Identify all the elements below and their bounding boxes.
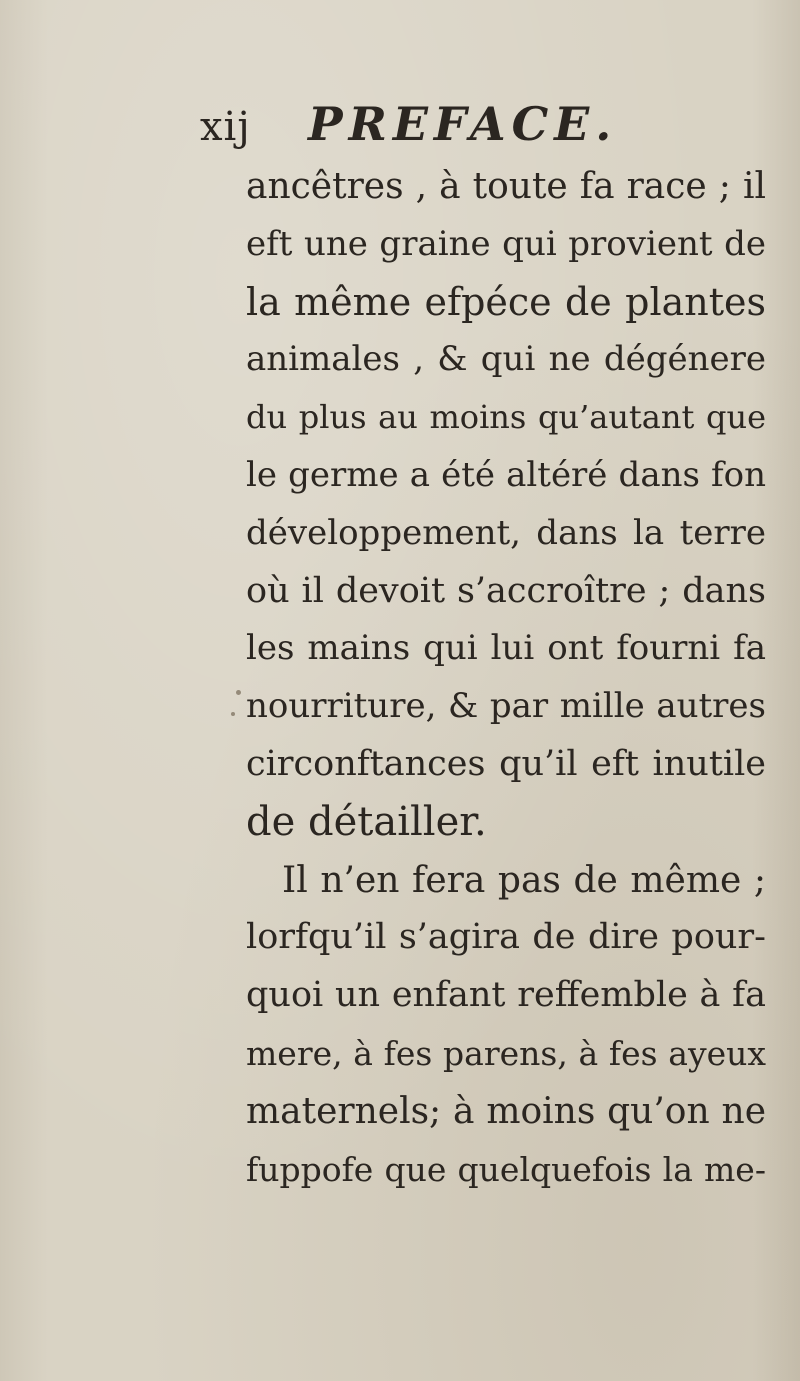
text-line: fuppofe que quelquefois la me- — [246, 1149, 766, 1189]
paragraph-end-line: de détailler. — [246, 798, 487, 845]
text-line: les mains qui lui ont fourni fa — [246, 628, 766, 669]
text-line: lorfqu’il s’agira de dire pour- — [246, 917, 766, 958]
text-line: ancêtres , à toute fa race ; il — [246, 166, 766, 207]
running-head — [200, 94, 760, 154]
text-line: circonftances qu’il eft inutile — [246, 743, 766, 784]
text-line: animales , & qui ne dégénere — [246, 339, 766, 380]
text-line: du plus au moins qu’autant que — [246, 398, 766, 437]
ink-speck — [231, 712, 235, 716]
text-line: où il devoit s’accroître ; dans — [246, 570, 766, 611]
text-line: la même efpéce de plantes — [246, 279, 766, 324]
text-line: le germe a été altéré dans fon — [246, 454, 766, 495]
text-line: nourriture, & par mille autres — [246, 686, 766, 727]
ink-speck — [236, 690, 241, 695]
text-line: quoi un enfant reffemble à fa — [246, 975, 766, 1016]
paragraph-start-line: Il n’en fera pas de même ; — [282, 859, 766, 901]
text-line: développement, dans la terre — [246, 512, 766, 553]
page-number: xij — [200, 104, 251, 150]
text-line: eft une graine qui provient de — [246, 223, 766, 264]
running-title: PREFACE. — [308, 97, 618, 151]
body-text — [246, 158, 766, 1198]
text-line: mere, à fes parens, à fes ayeux — [246, 1033, 766, 1073]
text-line: maternels; à moins qu’on ne — [246, 1090, 766, 1132]
